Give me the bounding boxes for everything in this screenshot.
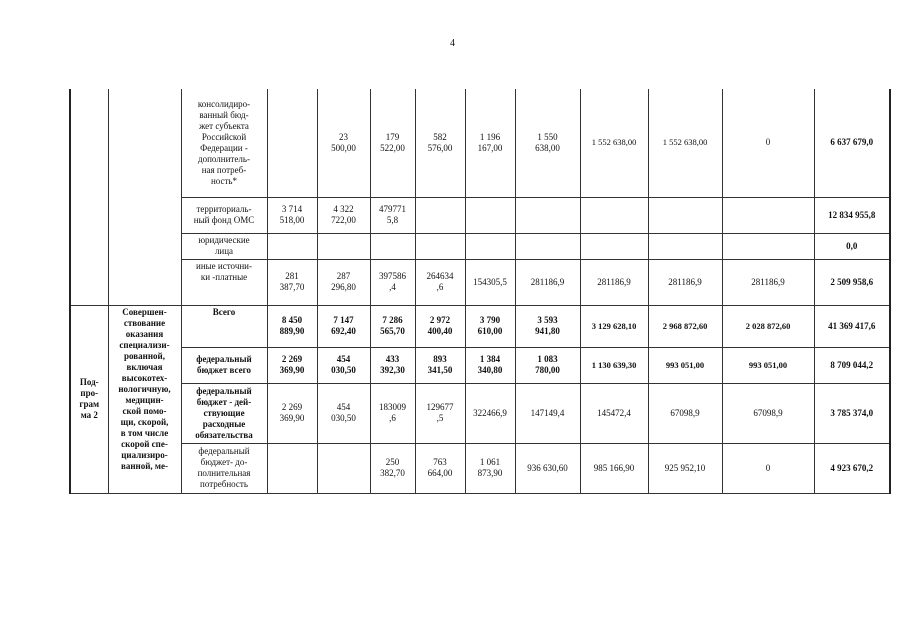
table-row — [70, 383, 890, 443]
value-cell: 23 500,00 — [317, 89, 370, 197]
value-cell — [317, 443, 370, 493]
value-cell: 4 322 722,00 — [317, 197, 370, 233]
value-cell — [317, 233, 370, 259]
value-cell: 936 630,60 — [515, 443, 580, 493]
funding-source: консолидиро- ванный бюд- жет субъекта Российской Федерации - дополнитель- ная потреб- ность* — [181, 89, 267, 197]
value-cell: 67098,9 — [722, 383, 814, 443]
value-cell — [580, 197, 648, 233]
value-cell: 322466,9 — [465, 383, 515, 443]
program-code-cell — [70, 89, 108, 305]
value-cell: 7 147 692,40 — [317, 305, 370, 347]
value-cell — [267, 443, 317, 493]
table-row — [70, 197, 890, 233]
value-cell — [415, 197, 465, 233]
value-cell — [648, 233, 722, 259]
value-cell: 183009 ,6 — [370, 383, 415, 443]
value-cell — [648, 197, 722, 233]
value-cell: 179 522,00 — [370, 89, 415, 197]
subprogram-code: Под- про- грам ма 2 — [70, 305, 108, 493]
value-cell: 250 382,70 — [370, 443, 415, 493]
value-cell: 2 968 872,60 — [648, 305, 722, 347]
value-cell: 2 972 400,40 — [415, 305, 465, 347]
funding-source: юридические лица — [181, 233, 267, 259]
value-cell — [580, 233, 648, 259]
funding-source: иные источни- ки -платные — [181, 259, 267, 305]
value-cell: 1 552 638,00 — [580, 89, 648, 197]
value-cell: 7 286 565,70 — [370, 305, 415, 347]
value-cell: 281 387,70 — [267, 259, 317, 305]
value-cell — [515, 197, 580, 233]
value-cell: 1 550 638,00 — [515, 89, 580, 197]
value-cell: 454 030,50 — [317, 347, 370, 383]
page-number: 4 — [450, 38, 455, 49]
table-row — [70, 305, 890, 347]
value-cell: 893 341,50 — [415, 347, 465, 383]
total-cell: 3 785 374,0 — [814, 383, 890, 443]
value-cell: 281186,9 — [580, 259, 648, 305]
value-cell: 1 061 873,90 — [465, 443, 515, 493]
funding-source: федеральный бюджет - дей- ствующие расходные обязательства — [181, 383, 267, 443]
value-cell: 3 790 610,00 — [465, 305, 515, 347]
value-cell: 925 952,10 — [648, 443, 722, 493]
subprogram-name: Совершен- ствование оказания специализи- рованной, включая высокотех- нологичную, медицин- ской помо- щи, скорой, в том числе скорой спе- циализиро- ванной, ме- — [108, 305, 181, 493]
value-cell: 1 552 638,00 — [648, 89, 722, 197]
table-row — [70, 233, 890, 259]
value-cell — [370, 233, 415, 259]
table-row — [70, 443, 890, 493]
value-cell: 1 196 167,00 — [465, 89, 515, 197]
budget-table — [69, 89, 891, 494]
total-cell: 0,0 — [814, 233, 890, 259]
value-cell — [267, 233, 317, 259]
value-cell: 433 392,30 — [370, 347, 415, 383]
value-cell: 1 130 639,30 — [580, 347, 648, 383]
funding-source: федеральный бюджет- до- полнительная потребность — [181, 443, 267, 493]
value-cell: 1 384 340,80 — [465, 347, 515, 383]
value-cell — [465, 197, 515, 233]
total-cell: 2 509 958,6 — [814, 259, 890, 305]
value-cell: 154305,5 — [465, 259, 515, 305]
value-cell: 993 051,00 — [722, 347, 814, 383]
value-cell: 763 664,00 — [415, 443, 465, 493]
table-row — [70, 89, 890, 197]
value-cell: 993 051,00 — [648, 347, 722, 383]
funding-source: Всего — [181, 305, 267, 347]
funding-source: федеральный бюджет всего — [181, 347, 267, 383]
total-cell: 12 834 955,8 — [814, 197, 890, 233]
value-cell: 264634 ,6 — [415, 259, 465, 305]
value-cell — [515, 233, 580, 259]
total-cell: 4 923 670,2 — [814, 443, 890, 493]
program-name-cell — [108, 89, 181, 305]
value-cell: 2 269 369,90 — [267, 347, 317, 383]
value-cell: 281186,9 — [515, 259, 580, 305]
value-cell: 2 269 369,90 — [267, 383, 317, 443]
value-cell: 145472,4 — [580, 383, 648, 443]
value-cell: 3 593 941,80 — [515, 305, 580, 347]
value-cell — [722, 233, 814, 259]
value-cell — [415, 233, 465, 259]
value-cell — [267, 89, 317, 197]
value-cell: 0 — [722, 89, 814, 197]
value-cell: 129677 ,5 — [415, 383, 465, 443]
value-cell: 985 166,90 — [580, 443, 648, 493]
value-cell — [465, 233, 515, 259]
funding-source: территориаль- ный фонд ОМС — [181, 197, 267, 233]
value-cell: 3 714 518,00 — [267, 197, 317, 233]
value-cell: 8 450 889,90 — [267, 305, 317, 347]
value-cell: 67098,9 — [648, 383, 722, 443]
total-cell: 8 709 044,2 — [814, 347, 890, 383]
table-row — [70, 259, 890, 305]
value-cell: 147149,4 — [515, 383, 580, 443]
total-cell: 6 637 679,0 — [814, 89, 890, 197]
value-cell: 479771 5,8 — [370, 197, 415, 233]
value-cell: 582 576,00 — [415, 89, 465, 197]
value-cell: 454 030,50 — [317, 383, 370, 443]
value-cell: 0 — [722, 443, 814, 493]
total-cell: 41 369 417,6 — [814, 305, 890, 347]
value-cell: 287 296,80 — [317, 259, 370, 305]
value-cell: 281186,9 — [722, 259, 814, 305]
value-cell: 1 083 780,00 — [515, 347, 580, 383]
value-cell: 3 129 628,10 — [580, 305, 648, 347]
value-cell: 397586 ,4 — [370, 259, 415, 305]
value-cell: 281186,9 — [648, 259, 722, 305]
table-row — [70, 347, 890, 383]
value-cell: 2 028 872,60 — [722, 305, 814, 347]
value-cell — [722, 197, 814, 233]
